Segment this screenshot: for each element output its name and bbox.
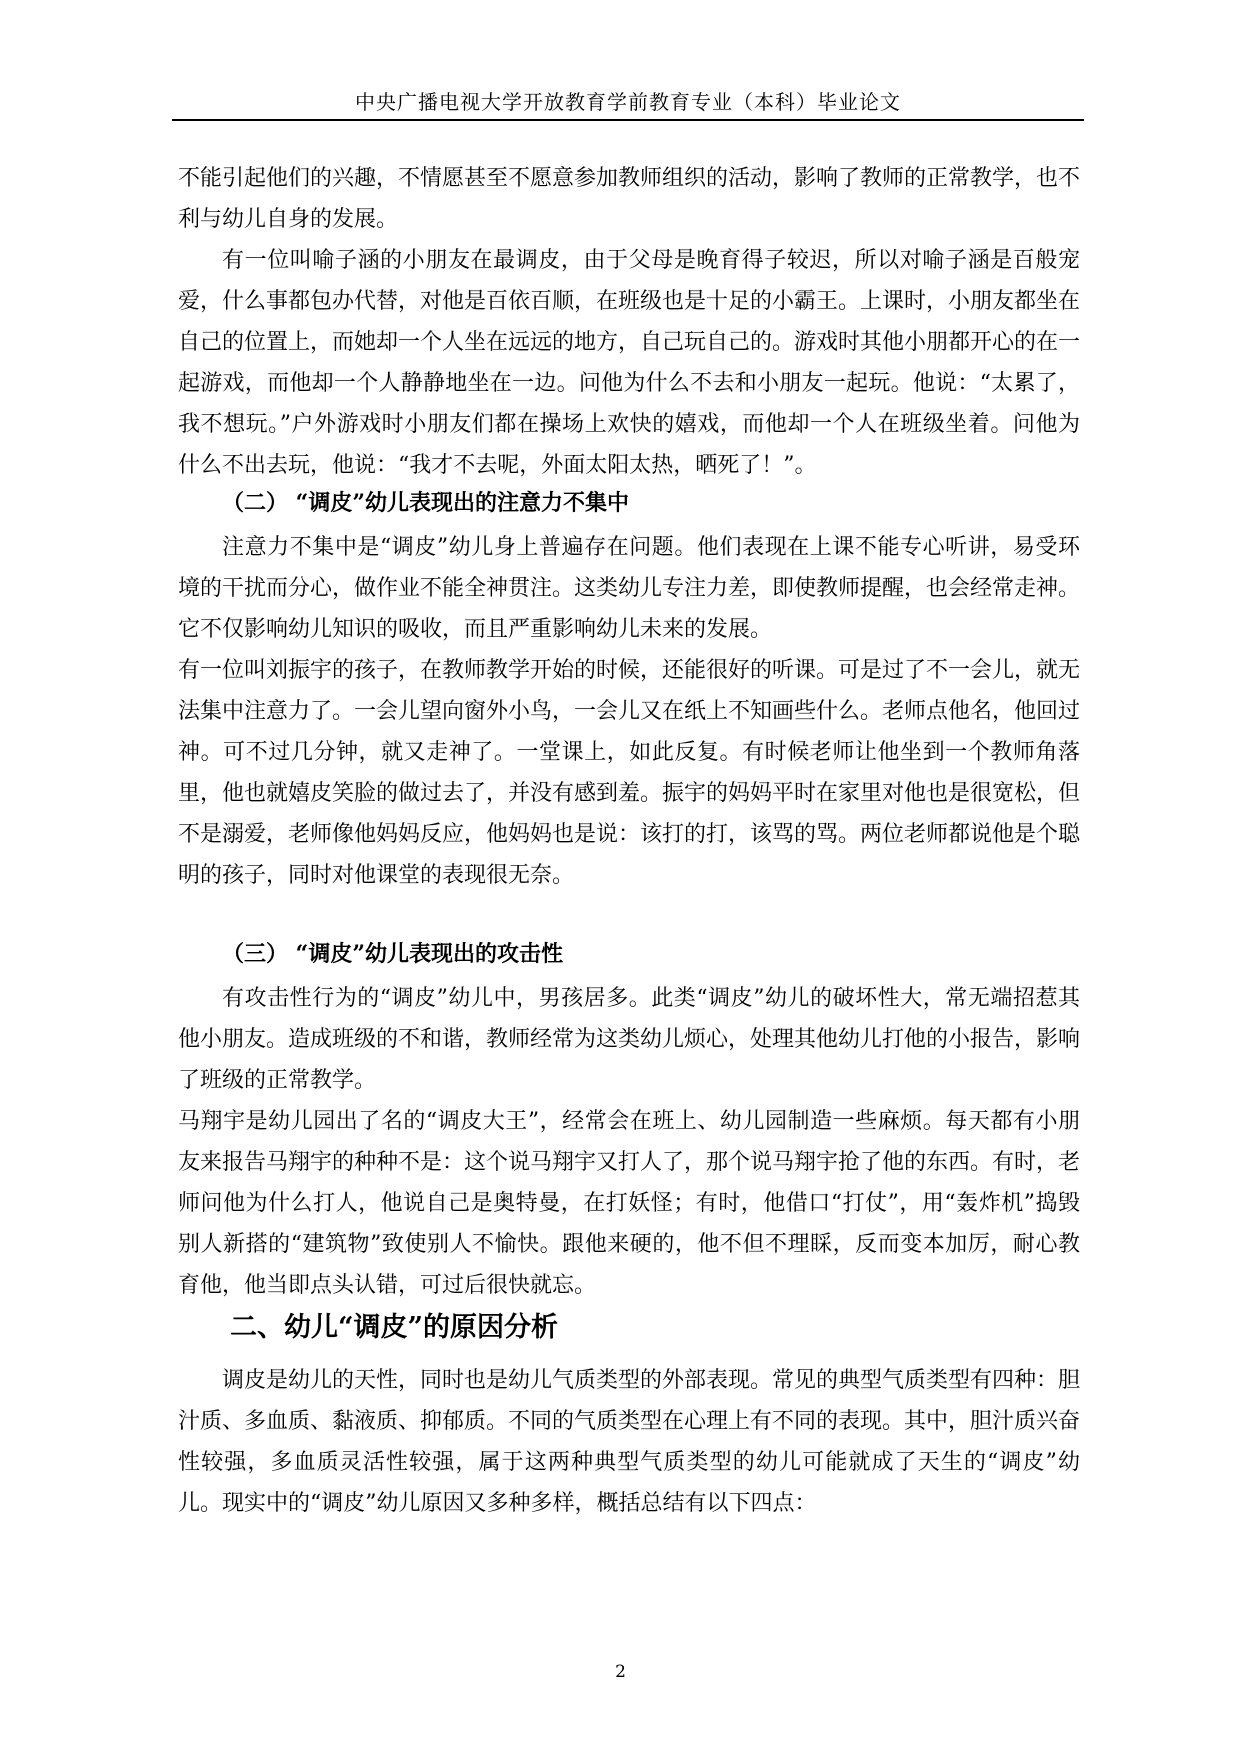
paragraph-causes: 调皮是幼儿的天性，同时也是幼儿气质类型的外部表现。常见的典型气质类型有四种：胆汁质、多血质、黏液质、抑郁质。不同的气质类型在心理上有不同的表现。其中，胆汁质兴奋性较强，多血质灵活性较强，属于这两种典型气质类型的幼儿可能就成了天生的“调皮”幼儿。现实中的“调皮”幼儿原因又多种多样，概括总结有以下四点：: [178, 1368, 1081, 1516]
paragraph-aggression: 有攻击性行为的“调皮”幼儿中，男孩居多。此类“调皮”幼儿的破坏性大，常无端招惹其他小朋友。造成班级的不和谐，教师经常为这类幼儿烦心，处理其他幼儿打他的小报告，影响了班级的正常教学。: [178, 986, 1081, 1093]
running-header: 中央广播电视大学开放教育学前教育专业（本科）毕业论文: [355, 90, 901, 114]
paragraph-continued: 不能引起他们的兴趣，不情愿甚至不愿意参加教师组织的活动，影响了教师的正常教学，也不利与幼儿自身的发展。: [178, 166, 1081, 232]
header-rule: [172, 119, 1084, 121]
paragraph-attention: 注意力不集中是“调皮”幼儿身上普遍存在问题。他们表现在上课不能专心听讲，易受环境的干扰而分心，做作业不能全神贯注。这类幼儿专注力差，即使教师提醒，也会经常走神。它不仅影响幼儿知识的吸收，而且严重影响幼儿未来的发展。: [178, 535, 1081, 642]
paragraph-case-yu: 有一位叫喻子涵的小朋友在最调皮，由于父母是晚育得子较迟，所以对喻子涵是百般宠爱，什么事都包办代替，对他是百依百顺，在班级也是十足的小霸王。上课时，小朋友都坐在自己的位置上，而她却一个人坐在远远的地方，自己玩自己的。游戏时其他小朋都开心的在一起游戏，而他却一个人静静地坐在一边。问他为什么不去和小朋友一起玩。他说：“太累了，我不想玩。”户外游戏时小朋友们都在操场上欢快的嬉戏，而他却一个人在班级坐着。问他为什么不出去玩，他说：“我才不去呢，外面太阳太热，晒死了！”。: [178, 248, 1081, 478]
subheading-attention: （二） “调皮”幼儿表现出的注意力不集中: [222, 490, 629, 516]
section-heading: 二、幼儿“调皮”的原因分析: [230, 1312, 559, 1343]
paragraph-case-ma: 马翔宇是幼儿园出了名的“调皮大王”，经常会在班上、幼儿园制造一些麻烦。每天都有小朋友来报告马翔宇的种种不是：这个说马翔宇又打人了，那个说马翔宇抢了他的东西。有时，老师问他为什么打人，他说自己是奥特曼，在打妖怪；有时，他借口“打仗”，用“轰炸机”捣毁别人新搭的“建筑物”致使别人不愉快。跟他来硬的，他不但不理睬，反而变本加厉，耐心教育他，他当即点头认错，可过后很快就忘。: [178, 1109, 1081, 1298]
page-number: 2: [615, 1662, 626, 1682]
paragraph-case-liu: 有一位叫刘振宇的孩子，在教师教学开始的时候，还能很好的听课。可是过了不一会儿，就无法集中注意力了。一会儿望向窗外小鸟，一会儿又在纸上不知画些什么。老师点他名，他回过神。可不过几分钟，就又走神了。一堂课上，如此反复。有时候老师让他坐到一个教师角落里，他也就嬉皮笑脸的做过去了，并没有感到羞。振宇的妈妈平时在家里对他也是很宽松，但不是溺爱，老师像他妈妈反应，他妈妈也是说：该打的打，该骂的骂。两位老师都说他是个聪明的孩子，同时对他课堂的表现很无奈。: [178, 658, 1081, 888]
subheading-aggression: （三） “调皮”幼儿表现出的攻击性: [222, 941, 563, 967]
